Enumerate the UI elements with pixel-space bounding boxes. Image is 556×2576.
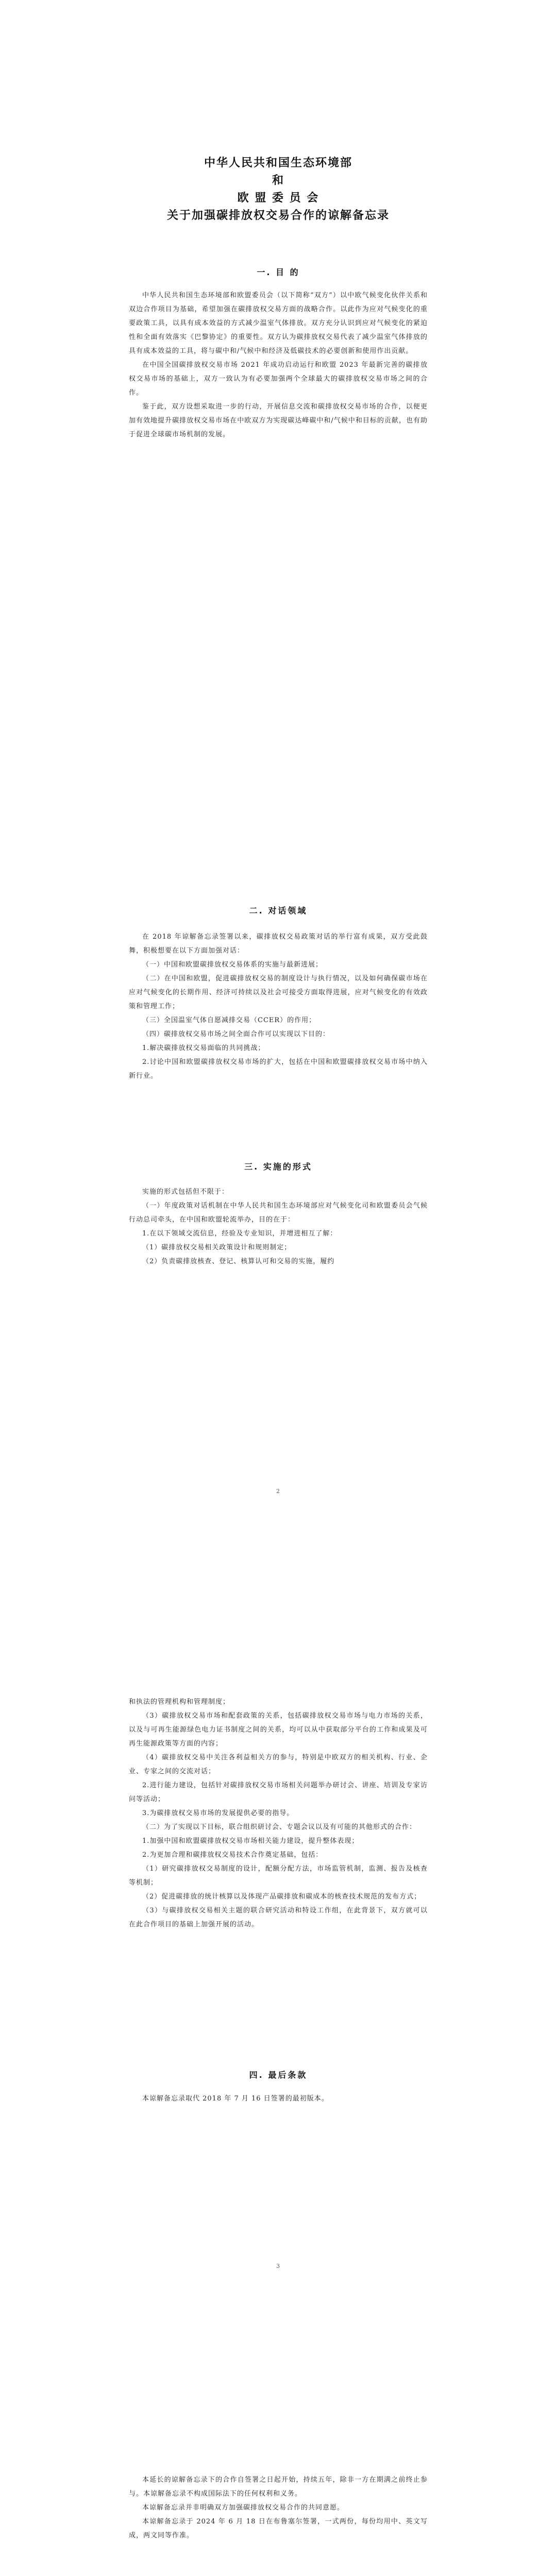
paragraph: （二）为了实现以下目标，联合组织研讨会、专题会议以及有可能的其他形式的合作： [142,1823,417,1831]
section-heading-final-provisions: 四. 最后条款 [249,2070,308,2080]
section-heading-dialogue-areas: 二. 对话领域 [249,906,308,916]
paragraph: （二）在中国和欧盟，促进碳排放权交易的制度设计与执行情况，以及如何确保碳市场在应对气候变化的长期作用、经济可持续以及社会可接受方面取得进展，应对气候变化的有效政策和管理工作； [129,975,428,1010]
section-body-purpose [129,289,428,442]
paragraph: （一）年度政策对话机制在中华人民共和国生态环境部应对气候变化司和欧盟委员会气候行动总司牵头，在中国和欧盟轮流举办，目的在于： [129,1202,428,1224]
paragraph: 2.为更加合理和碳排放权交易技术合作奠定基础，包括： [142,1851,323,1859]
paragraph: 和执法的管理机构和管理制度； [129,1698,230,1706]
paragraph: 本谅解备忘录于 2024 年 6 月 18 日在布鲁塞尔签署，一式两份，每份均用中、英文写成，两文同等作准。 [129,2518,428,2539]
paragraph: （4）碳排放权交易中关注各利益相关方的参与，特别是中欧双方的相关机构、行业、企业、专家之间的交流对话； [129,1754,428,1775]
page-number: 3 [276,2263,280,2269]
paragraph: 中华人民共和国生态环境部和欧盟委员会（以下简称“双方”）以中欧气候变化伙伴关系和双边合作项目为基础，希望加强在碳排放权交易方面的战略合作。以此作为应对气候变化的重要政策工具，以具有成本效益的方式减少温室气体排放。双方充分认识到应对气候变化的紧迫性和全面有效落实《巴黎协定》的重要性。双方认为碳排放权交易代表了减少温室气体排放的具有成本效益的工具，将与碳中和/气候中和经济及低碳技术的必要创新和使用作出贡献。 [129,292,428,355]
paragraph: 本延长的谅解备忘录下的合作自签署之日起开始，持续五年，除非一方在期满之前终止参与。本谅解备忘录不构成国际法下的任何权利和义务。 [129,2476,428,2498]
paragraph: 1.在以下领域交流信息，经验及专业知识，并增进相互了解： [142,1230,338,1238]
paragraph: （四）碳排放权交易市场之间全面合作可以实现以下目的： [142,1030,330,1038]
page-number: 2 [276,1488,280,1495]
section-heading-implementation: 三. 实施的形式 [244,1162,312,1172]
paragraph: （一）中国和欧盟碳排放权交易体系的实施与最新进展； [142,961,323,969]
paragraph: 鉴于此，双方设想采取进一步的行动，开展信息交流和碳排放权交易市场的合作，以便更加有效地提升碳排放权交易市场在中欧双方为实现碳达峰碳中和/气候中和目标的贡献，也有助于促进全球碳市场机制的发展。 [129,403,428,438]
section-heading-purpose: 一. 目 的 [257,267,300,277]
paragraph: （三）全国温室气体自愿减排交易（CCER）的作用； [142,1016,316,1024]
header-line-4: 关于加强碳排放权交易合作的谅解备忘录 [166,209,390,222]
header-line-1: 中华人民共和国生态环境部 [204,157,352,170]
paragraph: 在 2018 年谅解备忘录签署以来，碳排放权交易政策对话的举行富有成果，双方受此鼓舞，积极想要在以下方面加强对话： [129,933,428,955]
header-line-3: 欧 盟 委 员 会 [237,192,319,205]
paragraph: 2.进行能力建设，包括针对碳排放权交易市场相关问题举办研讨会、讲座、培训及专家访问等活动； [129,1782,428,1803]
paragraph: 在中国全国碳排放权交易市场 2021 年成功启动运行和欧盟 2023 年最新完善的碳排放权交易市场的基础上，双方一致认为有必要加强两个全球最大的碳排放权交易市场之间的合作。 [129,361,428,397]
paragraph: （2）负责碳排放核查、登记、核算认可和交易的实施，履约 [142,1258,335,1265]
paragraph: （3）与碳排放权交易相关主题的联合研究活动和特设工作组，在此背景下，双方就可以在此合作项目的基础上加强开展的活动。 [129,1907,428,1928]
paragraph: 本谅解备忘录取代 2018 年 7 月 16 日签署的最初版本。 [142,2095,329,2103]
paragraph: 实施的形式包括但不限于： [142,1188,229,1196]
paragraph: （1）碳排放权交易相关政策设计和规则制定； [142,1244,292,1251]
paragraph: （2）促进碳排放的统计核算以及体现产品碳排放和碳成本的核查技术规范的发布方式； [142,1893,422,1901]
header-line-2: 和 [272,174,284,187]
paragraph: （3）碳排放权交易市场和配套政策的关系，包括碳排放权交易市场与电力市场的关系，以及与可再生能源绿色电力证书制度之间的关系，均可以从中获取部分平台的工作和成果及可再生能源政策等方面的内容； [129,1712,428,1748]
section-body-implementation-a [129,1185,428,1268]
paragraph: 1.加强中国和欧盟碳排放权交易市场相关能力建设，提升整体表现； [142,1837,359,1845]
paragraph: （1）研究碳排放权交易制度的设计，配额分配方法，市场监管机制，监测、报告及核查等机制； [129,1865,428,1887]
document-header [129,155,428,225]
section-body-final-provisions-b [129,2473,428,2543]
section-body-implementation-b [129,1695,428,1931]
paragraph: 3.为碳排放权交易市场的发展提供必要的指导。 [142,1809,294,1817]
paragraph: 2.讨论中国和欧盟碳排放权交易市场的扩大，包括在中国和欧盟碳排放权交易市场中纳入新行业。 [129,1058,428,1080]
section-body-final-provisions-a [129,2092,428,2106]
paragraph: 本谅解备忘录并非明确双方加强碳排放权交易合作的共同意愿。 [142,2504,345,2512]
paragraph: 1.解决碳排放权交易面临的共同挑战； [142,1044,265,1052]
section-body-dialogue-areas [129,930,428,1083]
